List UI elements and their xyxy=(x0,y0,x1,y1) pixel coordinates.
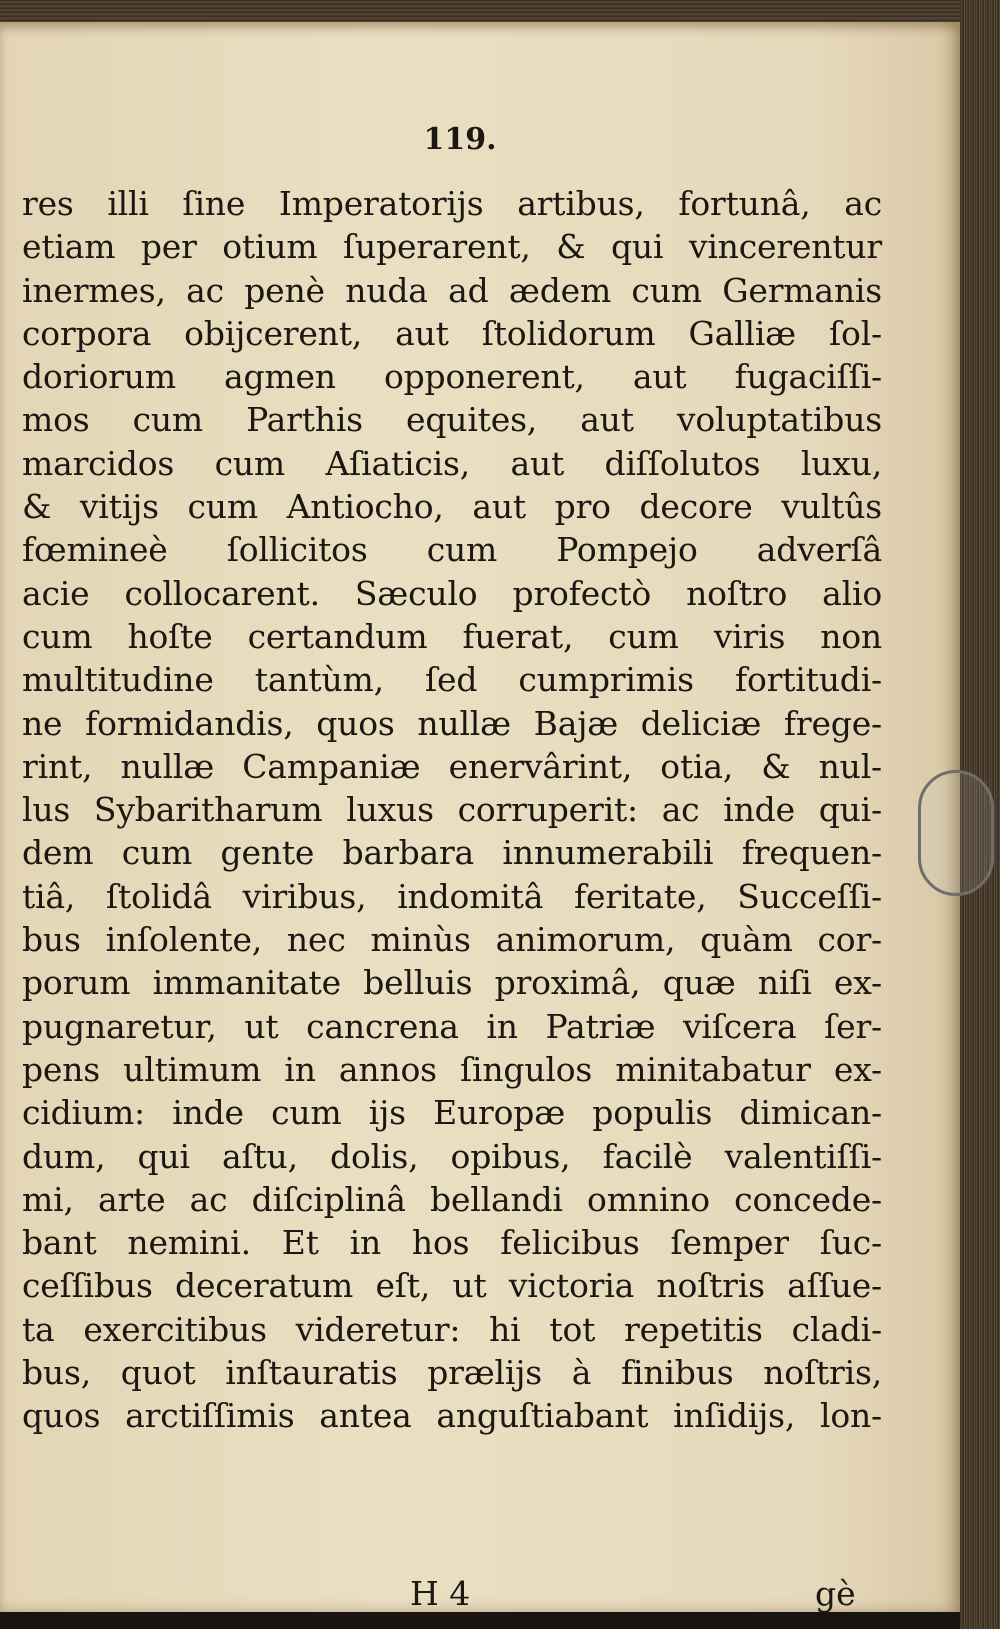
text-line: fœmineè ſollicitos cum Pompejo adverſâ xyxy=(22,530,882,570)
text-line: bus inſolente, nec minùs animorum, quàm cor- xyxy=(22,920,882,960)
page-number: 119. xyxy=(423,122,497,157)
text-line: dem cum gente barbara innumerabili frequen- xyxy=(22,833,882,873)
text-line: cum hoſte certandum fuerat, cum viris non xyxy=(22,616,882,656)
text-line: marcidos cum Aſiaticis, aut diſſolutos luxu, xyxy=(22,443,882,483)
page-clip xyxy=(918,770,994,896)
text-line: cidium: inde cum ijs Europæ populis dimican- xyxy=(22,1093,882,1133)
signature-mark: H 4 xyxy=(410,1574,471,1613)
text-line: ta exercitibus videretur: hi tot repetitis cladi- xyxy=(22,1309,882,1349)
text-line: corpora obijcerent, aut ſtolidorum Galliæ ſol- xyxy=(22,313,882,353)
text-line: inermes, ac penè nuda ad ædem cum Germanis xyxy=(22,270,882,310)
text-line: acie collocarent. Sæculo profectò noſtro alio xyxy=(22,573,882,613)
text-line: multitudine tantùm, ſed cumprimis fortitudi- xyxy=(22,660,882,700)
page-footer xyxy=(0,1574,960,1624)
text-line: mos cum Parthis equites, aut voluptatibus xyxy=(22,400,882,440)
text-line: ceſſibus deceratum eſt, ut victoria noſtris aſſue- xyxy=(22,1266,882,1306)
text-line: etiam per otium ſuperarent, & qui vincerentur xyxy=(22,227,882,267)
catchword: gè xyxy=(815,1574,856,1613)
text-line: bus, quot inſtauratis prælijs à finibus noſtris, xyxy=(22,1353,882,1393)
text-line: bant nemini. Et in hos felicibus ſemper ſuc- xyxy=(22,1223,882,1263)
page-top-edge xyxy=(0,0,960,22)
text-line: rint, nullæ Campaniæ enervârint, otia, & nul- xyxy=(22,746,882,786)
text-line: ne formidandis, quos nullæ Bajæ deliciæ fregе- xyxy=(22,703,882,743)
body-text xyxy=(22,182,882,1438)
text-line: lus Sybaritharum luxus corruperit: ac inde qui- xyxy=(22,790,882,830)
text-line: mi, arte ac diſciplinâ bellandi omnino concede- xyxy=(22,1179,882,1219)
text-line: quos arctiſſimis antea anguſtiabant inſidijs, lon- xyxy=(22,1396,882,1436)
text-line: pens ultimum in annos ſingulos minitabatur ex- xyxy=(22,1049,882,1089)
text-line: res illi ſine Imperatorijs artibus, fortunâ, ac xyxy=(22,184,882,223)
text-line: dum, qui aſtu, dolis, opibus, facilè valentiſſi- xyxy=(22,1136,882,1176)
text-line: & vitijs cum Antiocho, aut pro decore vultûs xyxy=(22,487,882,527)
text-line: doriorum agmen opponerent, aut fugaciſſi- xyxy=(22,357,882,397)
text-line: tiâ, ſtolidâ viribus, indomitâ feritate, Succeſſi- xyxy=(22,876,882,916)
text-line: porum immanitate belluis proximâ, quæ niſi ex- xyxy=(22,963,882,1003)
text-line: pugnaretur, ut cancrena in Patriæ viſcera ſer- xyxy=(22,1006,882,1046)
book-page xyxy=(0,22,960,1612)
